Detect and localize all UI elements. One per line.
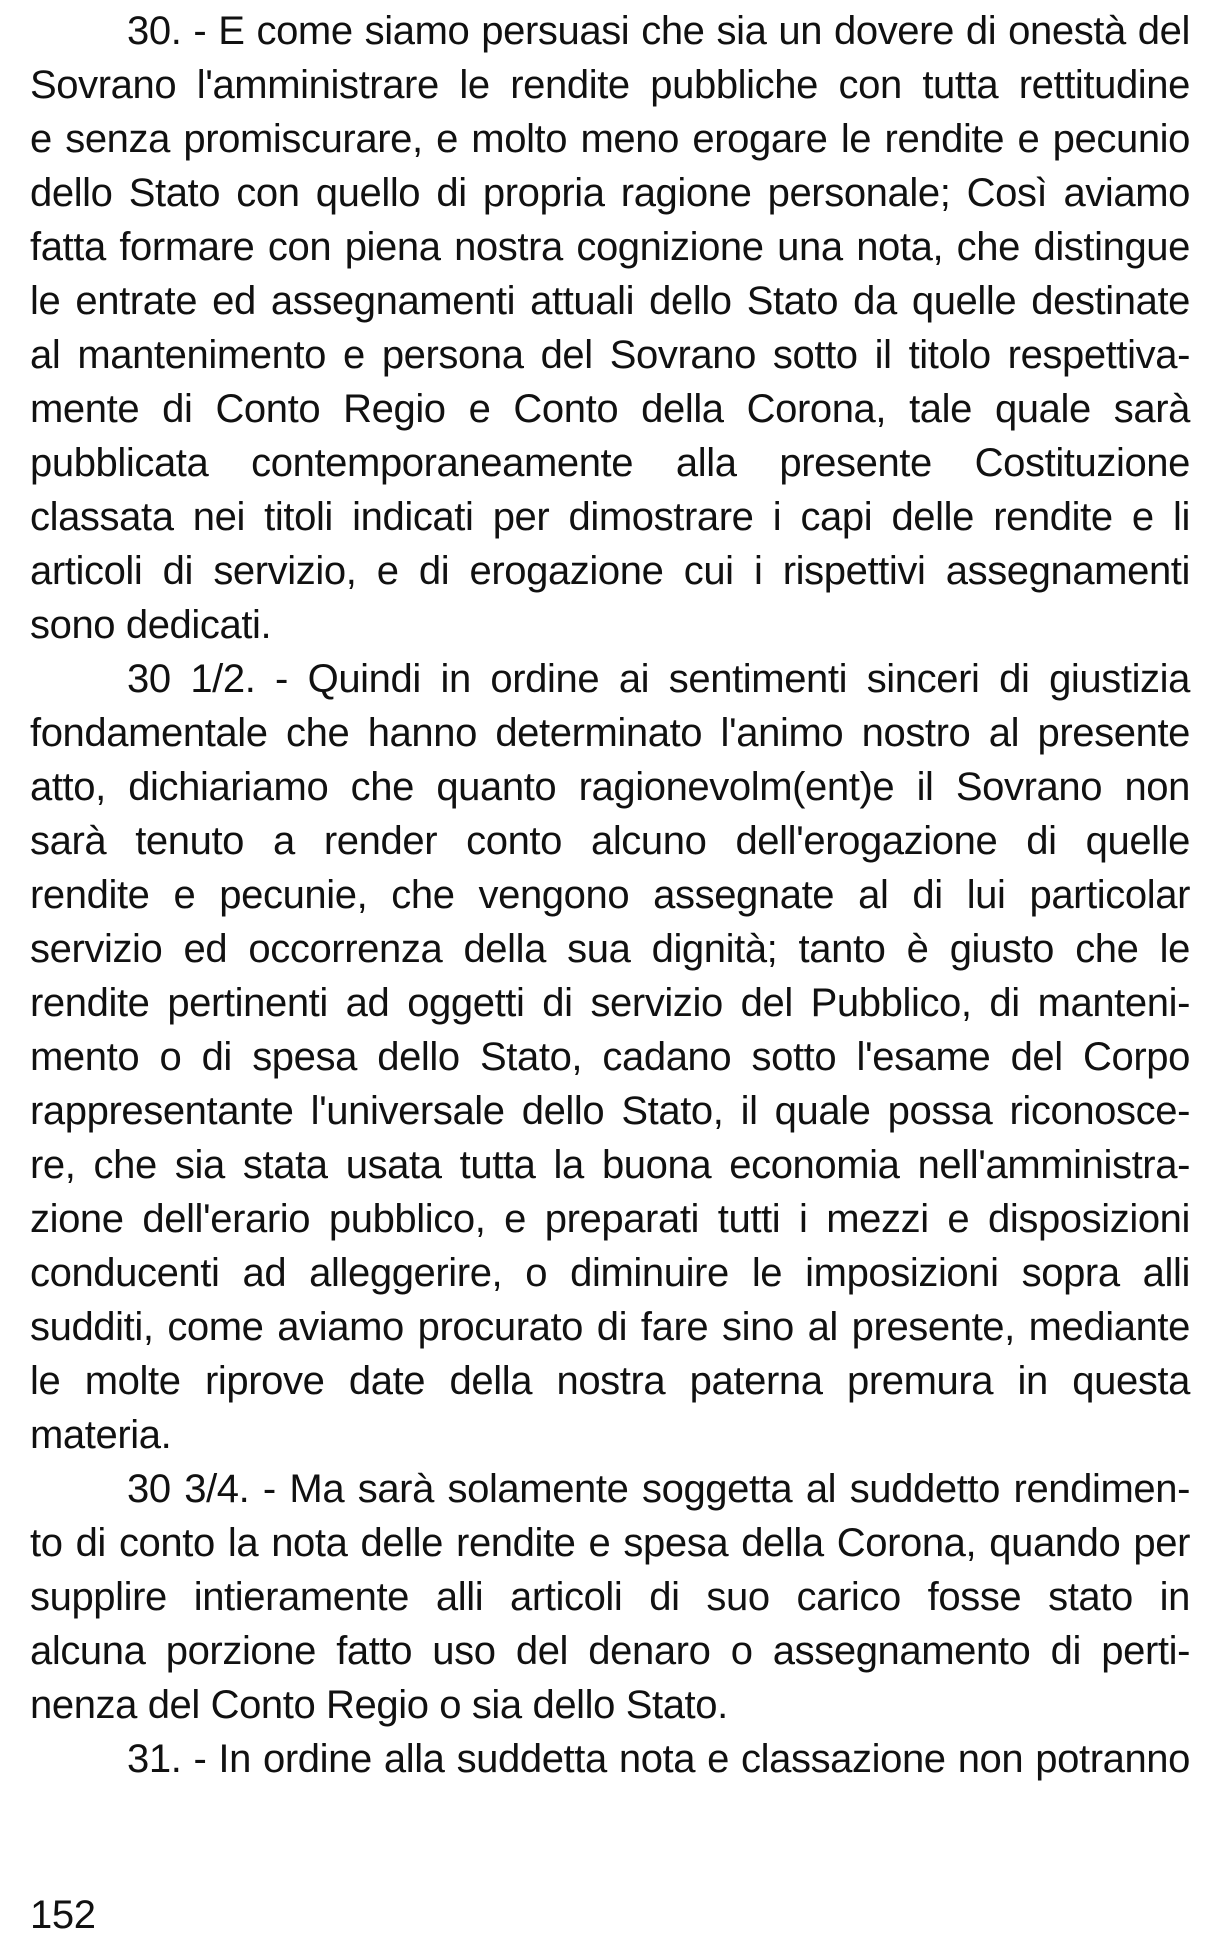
text-line: alcuna porzione fatto uso del denaro o assegnamento di perti- xyxy=(30,1629,1190,1673)
text-line: 30 1/2. - Quindi in ordine ai sentimenti sinceri di giustizia xyxy=(127,657,1190,701)
text-line: sono dedicati. xyxy=(30,603,272,647)
text-line: 30 3/4. - Ma sarà solamente soggetta al suddetto rendimen- xyxy=(127,1467,1190,1511)
text-line: servizio ed occorrenza della sua dignità; tanto è giusto che le xyxy=(30,927,1190,971)
paragraph-30-3-4 xyxy=(30,1462,1190,1732)
text-line: to di conto la nota delle rendite e spesa della Corona, quando per xyxy=(30,1521,1190,1565)
page-number: 152 xyxy=(30,1893,96,1937)
text-line: nenza del Conto Regio o sia dello Stato. xyxy=(30,1683,728,1727)
paragraph-30-1-2 xyxy=(30,652,1190,1462)
paragraph-31 xyxy=(30,1732,1190,1786)
text-line: atto, dichiariamo che quanto ragionevolm(ent)e il Sovrano non xyxy=(30,765,1190,809)
text-line: conducenti ad alleggerire, o diminuire le imposizioni sopra alli xyxy=(30,1251,1190,1295)
text-line: le entrate ed assegnamenti attuali dello Stato da quelle destinate xyxy=(30,279,1190,323)
text-line: Sovrano l'amministrare le rendite pubbliche con tutta rettitudine xyxy=(30,63,1190,107)
body-text xyxy=(30,4,1190,1786)
text-line: sudditi, come aviamo procurato di fare sino al presente, mediante xyxy=(30,1305,1190,1349)
text-line: dello Stato con quello di propria ragione personale; Così aviamo xyxy=(30,171,1190,215)
text-line: e senza promiscurare, e molto meno erogare le rendite e pecunio xyxy=(30,117,1190,161)
text-line: 30. - E come siamo persuasi che sia un dovere di onestà del xyxy=(127,9,1190,53)
text-line: rendite e pecunie, che vengono assegnate al di lui particolar xyxy=(30,873,1190,917)
text-line: mento o di spesa dello Stato, cadano sotto l'esame del Corpo xyxy=(30,1035,1190,1079)
text-line: fondamentale che hanno determinato l'animo nostro al presente xyxy=(30,711,1190,755)
text-line: rendite pertinenti ad oggetti di servizio del Pubblico, di manteni- xyxy=(30,981,1190,1025)
text-line: 31. - In ordine alla suddetta nota e classazione non potranno xyxy=(127,1737,1190,1781)
text-line: fatta formare con piena nostra cognizione una nota, che distingue xyxy=(30,225,1190,269)
text-line: zione dell'erario pubblico, e preparati tutti i mezzi e disposizioni xyxy=(30,1197,1190,1241)
text-line: articoli di servizio, e di erogazione cui i rispettivi assegnamenti xyxy=(30,549,1190,593)
text-line: re, che sia stata usata tutta la buona economia nell'amministra- xyxy=(30,1143,1190,1187)
text-line: mente di Conto Regio e Conto della Corona, tale quale sarà xyxy=(30,387,1190,431)
text-line: sarà tenuto a render conto alcuno dell'erogazione di quelle xyxy=(30,819,1190,863)
text-line: pubblicata contemporaneamente alla presente Costituzione xyxy=(30,441,1190,485)
text-line: le molte riprove date della nostra paterna premura in questa xyxy=(30,1359,1190,1403)
paragraph-30 xyxy=(30,4,1190,652)
text-line: supplire intieramente alli articoli di suo carico fosse stato in xyxy=(30,1575,1190,1619)
text-line: classata nei titoli indicati per dimostrare i capi delle rendite e li xyxy=(30,495,1190,539)
text-line: al mantenimento e persona del Sovrano sotto il titolo respettiva- xyxy=(30,333,1190,377)
text-line: materia. xyxy=(30,1413,172,1457)
text-line: rappresentante l'universale dello Stato, il quale possa riconosce- xyxy=(30,1089,1190,1133)
